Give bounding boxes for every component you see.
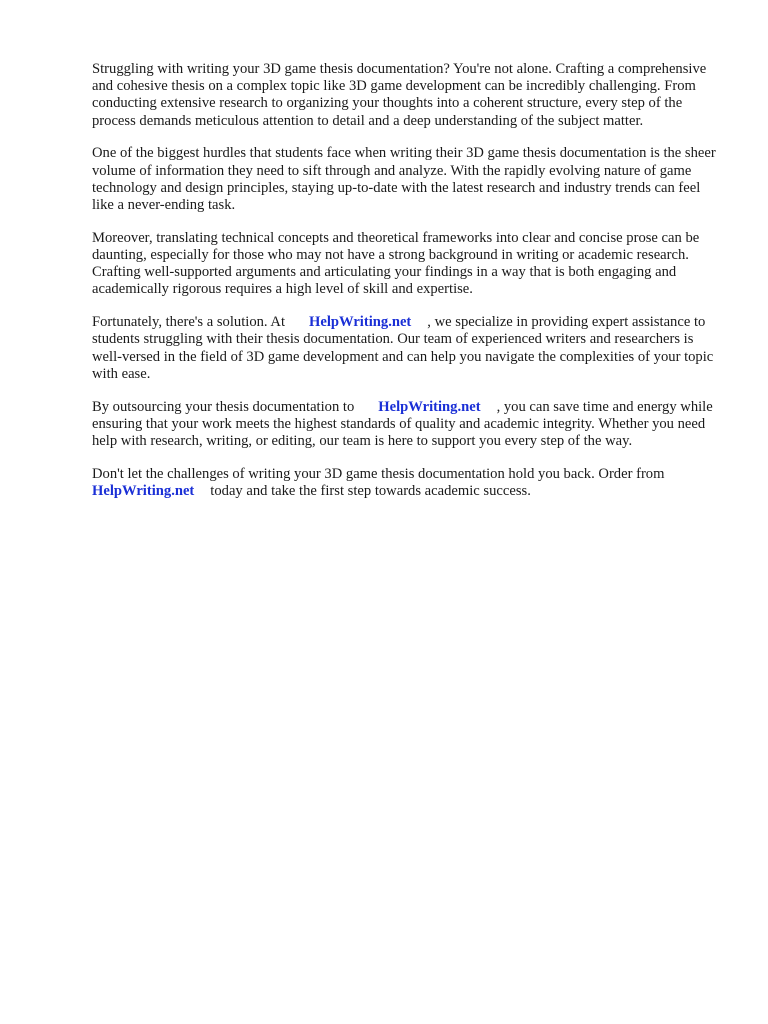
- helpwriting-link[interactable]: HelpWriting.net: [378, 398, 481, 415]
- helpwriting-link[interactable]: HelpWriting.net: [92, 483, 195, 500]
- paragraph-solution-tail: , we specialize in providing expert assistance to students struggling with their thesis documentation. Our team of experienced writers and researchers is well-versed in the field of 3D game development and can help you navigate the complexities of your topic with ease.: [92, 314, 714, 382]
- paragraph-outsourcing-lead: By outsourcing your thesis documentation to: [92, 398, 355, 415]
- paragraph-intro: Struggling with writing your 3D game thesis documentation? You're not alone. Crafting a comprehensive and cohesive thesis on a complex topic like 3D game development can be incredibly challenging. From conducting extensive research to organizing your thoughts into a coherent structure, every step of the process demands meticulous attention to detail and a deep understanding of the subject matter.: [92, 61, 707, 129]
- paragraph-outsourcing: [92, 399, 724, 451]
- paragraph-closing-tail: today and take the first step towards academic success.: [210, 483, 531, 500]
- paragraph-solution: [92, 314, 724, 383]
- paragraph-hurdles: One of the biggest hurdles that students face when writing their 3D game thesis documentation is the sheer volume of information they need to sift through and analyze. With the rapidly evolving nature of game technology and design principles, staying up-to-date with the latest research and industry trends can feel like a never-ending task.: [92, 145, 716, 214]
- paragraph-solution-lead: Fortunately, there's a solution. At: [92, 314, 285, 331]
- helpwriting-link[interactable]: HelpWriting.net: [309, 314, 412, 331]
- paragraph-closing-lead: Don't let the challenges of writing your 3D game thesis documentation hold you back. Order from: [92, 465, 665, 482]
- paragraph-outsourcing-tail: , you can save time and energy while ensuring that your work meets the highest standards of quality and academic integrity. Whether you need help with research, writing, or editing, our team is here to support you every step of the way.: [92, 398, 713, 450]
- paragraph-closing: [92, 466, 724, 500]
- document-body: [92, 61, 724, 516]
- paragraph-translating: Moreover, translating technical concepts and theoretical frameworks into clear and concise prose can be daunting, especially for those who may not have a strong background in writing or academic research. Crafting well-supported arguments and articulating your findings in a way that is both engaging and academically rigorous requires a high level of skill and expertise.: [92, 229, 700, 298]
